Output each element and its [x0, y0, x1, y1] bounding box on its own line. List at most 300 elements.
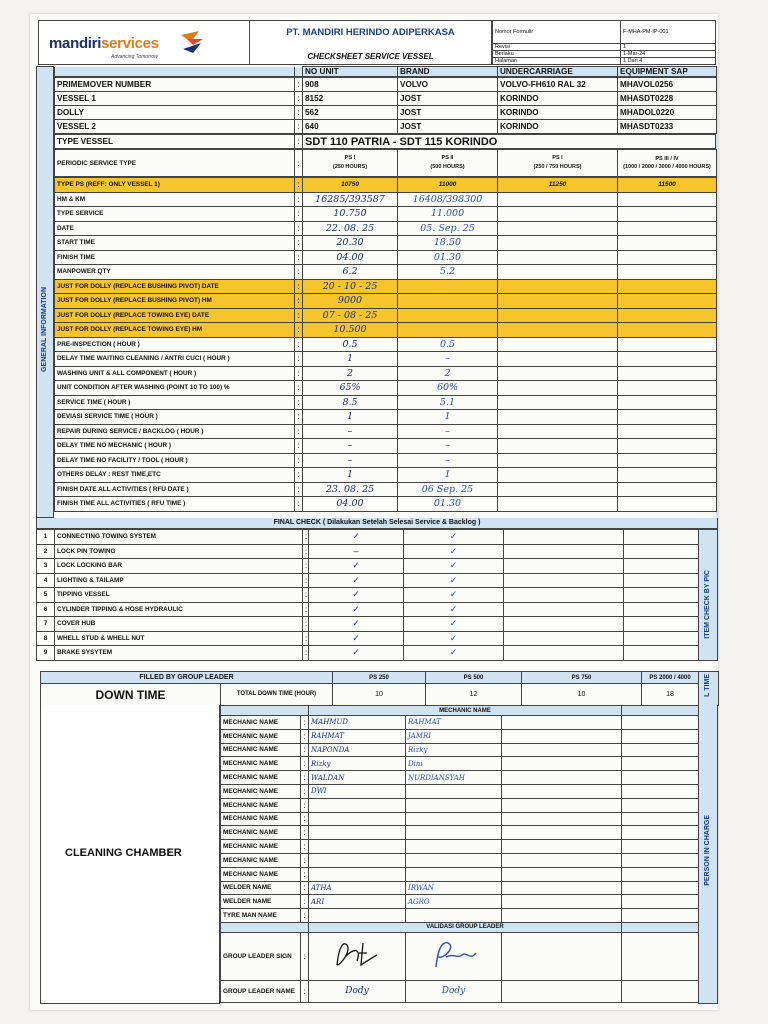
general-value [618, 294, 717, 309]
general-value: 01.30 [398, 497, 498, 512]
empty-check [504, 588, 624, 603]
general-row [55, 308, 717, 323]
item-label: LOCK PIN TOWING [55, 544, 303, 559]
check-mark-icon: ✓ [404, 588, 504, 603]
general-value: 06 Sep. 25 [398, 482, 498, 497]
colon: : [295, 279, 303, 294]
unit-label: VESSEL 1 [55, 92, 295, 106]
general-value: – [398, 453, 498, 468]
group-section [40, 671, 718, 706]
personnel-label: MECHANIC NAME [221, 757, 301, 771]
item-number: 2 [37, 544, 55, 559]
personnel-row [221, 881, 699, 895]
col-undercarriage: UNDERCARRIAGE [498, 67, 618, 77]
general-value [498, 265, 618, 280]
check-mark-icon: ✓ [309, 588, 404, 603]
total-ps-2000-4000: 18 [642, 684, 699, 706]
general-value: 5.1 [398, 395, 498, 410]
general-value: 10.750 [303, 207, 398, 222]
group-leader-name-d [622, 980, 699, 1002]
item-number: 8 [37, 631, 55, 646]
item-number: 5 [37, 588, 55, 603]
general-value [618, 236, 717, 251]
personnel-label: WELDER NAME [221, 895, 301, 909]
unit-undercarriage: KORINDO [498, 120, 618, 134]
colon: : [295, 92, 303, 106]
check-mark-icon: ✓ [309, 530, 404, 545]
colon: : [301, 826, 309, 840]
validasi-group-leader: VALIDASI GROUP LEADER [309, 922, 622, 932]
general-value: 22. 08. 25 [303, 221, 398, 236]
general-value: 18.50 [398, 236, 498, 251]
item-label: LIGHTING & TAILAMP [55, 573, 303, 588]
general-value: 9000 [303, 294, 398, 309]
mechanic-head-blank [221, 706, 309, 716]
validasi-blank [221, 922, 309, 932]
colon: : [301, 895, 309, 909]
mechanic-head-blank [622, 706, 699, 716]
personnel-row [221, 909, 699, 923]
general-row [55, 482, 717, 497]
units-list [54, 77, 717, 134]
colon: : [295, 482, 303, 497]
item-number: 9 [37, 646, 55, 661]
personnel-name-a [309, 909, 406, 923]
colon: : [295, 395, 303, 410]
personnel-name-b [406, 909, 502, 923]
general-value: 10750 [303, 178, 398, 193]
personnel-name-a: ARI [309, 895, 406, 909]
general-value [618, 250, 717, 265]
general-value [618, 482, 717, 497]
logo-services: services [101, 35, 159, 52]
general-value [618, 337, 717, 352]
empty-check [624, 544, 699, 559]
meta-label: Nomor Formulir [493, 21, 621, 44]
colon: : [295, 337, 303, 352]
personnel-name-a [309, 867, 406, 881]
general-value: 1 [398, 468, 498, 483]
group-leader-name-a: Dody [309, 980, 406, 1002]
final-check-table [36, 529, 719, 661]
general-value [618, 453, 717, 468]
unit-no: 562 [303, 106, 398, 120]
general-value: 20 - 10 - 25 [303, 279, 398, 294]
colon: : [295, 265, 303, 280]
final-check-row [37, 617, 719, 632]
cleaning-chamber-label: CLEANING CHAMBER [65, 847, 182, 859]
company-name: PT. MANDIRI HERINDO ADIPERKASA [286, 27, 455, 38]
personnel-name-a [309, 840, 406, 854]
personnel-name-b [406, 798, 502, 812]
general-row [55, 381, 717, 396]
general-value: 23. 08. 25 [303, 482, 398, 497]
general-value [498, 453, 618, 468]
personnel-empty [622, 757, 699, 771]
col-equipment-sap: EQUIPMENT SAP [618, 67, 717, 77]
general-value [498, 424, 618, 439]
colon: : [303, 588, 309, 603]
colon: : [295, 221, 303, 236]
unit-no: 640 [303, 120, 398, 134]
unit-equipment-sap: MHADOL0220 [618, 106, 717, 120]
colon: : [295, 468, 303, 483]
personnel-label: MECHANIC NAME [221, 716, 301, 730]
colon: : [303, 602, 309, 617]
personnel-name-b [406, 784, 502, 798]
personnel-name-a [309, 812, 406, 826]
down-time-table [40, 671, 719, 706]
general-row-label: SERVICE TIME ( HOUR ) [55, 395, 295, 410]
logo-mark-icon [179, 29, 205, 60]
group-leader-name-c [502, 980, 622, 1002]
type-vessel-label: TYPE VESSEL [55, 135, 295, 149]
general-row [55, 294, 717, 309]
general-row [55, 221, 717, 236]
final-check-row [37, 573, 719, 588]
group-leader-name-label: GROUP LEADER NAME [221, 980, 301, 1002]
check-mark-icon: ✓ [404, 544, 504, 559]
general-value: – [303, 424, 398, 439]
personnel-row [221, 784, 699, 798]
general-value: 11.000 [398, 207, 498, 222]
general-row [55, 178, 717, 193]
general-value: 20.30 [303, 236, 398, 251]
final-check-row [37, 559, 719, 574]
empty-check [624, 588, 699, 603]
col-ps-750: PS 750 [522, 672, 642, 684]
unit-row [55, 92, 717, 106]
colon: : [295, 294, 303, 309]
personnel-name-b [406, 840, 502, 854]
meta-value: F-MHA-PM-IP-001 [621, 21, 716, 44]
unit-undercarriage: KORINDO [498, 92, 618, 106]
service-type-table [54, 149, 717, 177]
check-mark-icon: – [309, 544, 404, 559]
colon: : [295, 366, 303, 381]
personnel-name-a: DWI [309, 784, 406, 798]
personnel-name-a: RAHMAT [309, 729, 406, 743]
down-time-label: DOWN TIME [41, 684, 221, 706]
general-side [36, 66, 54, 518]
general-row [55, 395, 717, 410]
colon: : [295, 439, 303, 454]
general-value [498, 410, 618, 425]
colon: : [301, 784, 309, 798]
general-row [55, 250, 717, 265]
personnel-empty [502, 826, 622, 840]
personnel-name-b [406, 812, 502, 826]
personnel-name-b [406, 867, 502, 881]
col-ps-2000-4000: PS 2000 / 4000 [642, 672, 699, 684]
group-leader-sign-label: GROUP LEADER SIGN [221, 932, 301, 980]
final-check-section [36, 518, 718, 661]
general-value [618, 439, 717, 454]
general-row [55, 468, 717, 483]
colon: : [301, 867, 309, 881]
personnel-empty [622, 743, 699, 757]
personnel-name-b: IRWAN [406, 881, 502, 895]
check-mark-icon: ✓ [309, 631, 404, 646]
personnel-name-b: Rizky [406, 743, 502, 757]
personnel-row [221, 826, 699, 840]
item-label: WHELL STUD & WHELL NUT [55, 631, 303, 646]
personnel-empty [622, 798, 699, 812]
colon: : [295, 178, 303, 193]
personnel-row [221, 840, 699, 854]
item-number: 6 [37, 602, 55, 617]
personnel-row [221, 853, 699, 867]
group-leader-signature-b [406, 932, 502, 980]
final-check-row [37, 631, 719, 646]
general-value: 0.5 [398, 337, 498, 352]
check-mark-icon: ✓ [309, 573, 404, 588]
personnel-name-b: NURDIANSYAH [406, 771, 502, 785]
unit-label: DOLLY [55, 106, 295, 120]
group-leader-signature-d [622, 932, 699, 980]
empty-check [624, 631, 699, 646]
general-row-label: DEVIASI SERVICE TIME ( HOUR ) [55, 410, 295, 425]
general-value: 11250 [498, 178, 618, 193]
periodic-service-type-label: PERIODIC SERVICE TYPE [55, 150, 295, 177]
item-label: CONNECTING TOWING SYSTEM [55, 530, 303, 545]
check-mark-icon: ✓ [309, 559, 404, 574]
colon: : [303, 530, 309, 545]
empty-check [624, 559, 699, 574]
document-title: CHECKSHEET SERVICE VESSEL [307, 52, 434, 61]
general-value [618, 381, 717, 396]
unit-undercarriage: VOLVO-FH610 RAL 32 [498, 78, 618, 92]
personnel-name-a [309, 826, 406, 840]
colon: : [303, 573, 309, 588]
colon: : [295, 323, 303, 338]
general-value [498, 497, 618, 512]
colon: : [295, 352, 303, 367]
general-value [618, 207, 717, 222]
personnel-empty [622, 826, 699, 840]
personnel-row [221, 757, 699, 771]
person-in-charge-side [698, 705, 718, 1004]
personnel-empty [502, 909, 622, 923]
personnel-name-b [406, 826, 502, 840]
general-row [55, 192, 717, 207]
general-value [498, 250, 618, 265]
personnel-name-a: ATHA [309, 881, 406, 895]
personnel-empty [502, 729, 622, 743]
general-row [55, 265, 717, 280]
group-leader-name-b: Dody [406, 980, 502, 1002]
colon: : [295, 424, 303, 439]
general-row-label: DELAY TIME NO FACILITY / TOOL ( HOUR ) [55, 453, 295, 468]
check-mark-icon: ✓ [404, 631, 504, 646]
colon: : [295, 78, 303, 92]
personnel-label: MECHANIC NAME [221, 840, 301, 854]
group-leader-signature-c [502, 932, 622, 980]
personnel-label: MECHANIC NAME [221, 826, 301, 840]
general-value [618, 395, 717, 410]
empty-check [504, 573, 624, 588]
personnel-empty [502, 867, 622, 881]
personnel-empty [622, 716, 699, 730]
check-mark-icon: ✓ [404, 602, 504, 617]
general-value [618, 424, 717, 439]
colon: : [295, 150, 303, 177]
general-row-label: WASHING UNIT & ALL COMPONENT ( HOUR ) [55, 366, 295, 381]
colon: : [295, 453, 303, 468]
unit-equipment-sap: MHASDT0228 [618, 92, 717, 106]
personnel-empty [622, 771, 699, 785]
general-value [618, 366, 717, 381]
unit-equipment-sap: MHASDT0233 [618, 120, 717, 134]
general-row-label: FINISH DATE ALL ACTIVITIES ( RFU DATE ) [55, 482, 295, 497]
colon: : [303, 617, 309, 632]
unit-brand: JOST [398, 106, 498, 120]
empty-check [504, 617, 624, 632]
general-value: 04.00 [303, 250, 398, 265]
empty-check [504, 559, 624, 574]
personnel-label: TYRE MAN NAME [221, 909, 301, 923]
unit-no: 8152 [303, 92, 398, 106]
general-value: 11500 [618, 178, 717, 193]
colon: : [295, 135, 303, 149]
general-value: 16408/398300 [398, 192, 498, 207]
colon: : [301, 909, 309, 923]
check-mark-icon: ✓ [309, 646, 404, 661]
personnel-row [221, 895, 699, 909]
final-check-row [37, 646, 719, 661]
colon: : [295, 106, 303, 120]
ps-col-1: PS I (250 HOURS) [303, 150, 398, 177]
personnel-label: MECHANIC NAME [221, 853, 301, 867]
general-value [618, 410, 717, 425]
colon: : [295, 410, 303, 425]
ps-col-4: PS III / IV (1000 / 2000 / 3000 / 4000 HOURS) [618, 150, 717, 177]
unit-undercarriage: KORINDO [498, 106, 618, 120]
empty-check [624, 530, 699, 545]
general-value: – [398, 424, 498, 439]
col-brand: BRAND [398, 67, 498, 77]
check-mark-icon: ✓ [404, 646, 504, 661]
general-value [498, 279, 618, 294]
general-row [55, 352, 717, 367]
personnel-empty [622, 867, 699, 881]
empty-check [624, 617, 699, 632]
personnel-row [221, 771, 699, 785]
general-row-label: TYPE PS (REFF: ONLY VESSEL 1) [55, 178, 295, 193]
general-value: 10.500 [303, 323, 398, 338]
colon: : [303, 631, 309, 646]
general-value: – [398, 352, 498, 367]
total-ps-250: 10 [333, 684, 426, 706]
personnel-empty [502, 716, 622, 730]
colon: : [303, 559, 309, 574]
general-information-label: GENERAL INFORMATION [41, 287, 48, 372]
ps-col-3: PS I (250 / 750 HOURS) [498, 150, 618, 177]
form-meta-table [492, 20, 716, 65]
check-mark-icon: ✓ [404, 559, 504, 574]
general-row [55, 410, 717, 425]
logo-tagline: Advancing Tomorrow [111, 54, 158, 60]
general-row-label: JUST FOR DOLLY (REPLACE BUSHING PIVOT) DATE [55, 279, 295, 294]
general-value: 04.00 [303, 497, 398, 512]
check-mark-icon: ✓ [404, 530, 504, 545]
empty-check [624, 646, 699, 661]
ps-col-2: PS II (500 HOURS) [398, 150, 498, 177]
general-value [618, 497, 717, 512]
col-no-unit: NO UNIT [303, 67, 398, 77]
unit-label: PRIMEMOVER NUMBER [55, 78, 295, 92]
personnel-empty [502, 853, 622, 867]
general-value: 16285/393587 [303, 192, 398, 207]
col-ps-250: PS 250 [333, 672, 426, 684]
general-value: – [398, 439, 498, 454]
final-check-row [37, 530, 719, 545]
personnel-empty [622, 895, 699, 909]
general-row [55, 424, 717, 439]
total-ps-750: 10 [522, 684, 642, 706]
colon: : [301, 798, 309, 812]
item-label: LOCK LOCKING BAR [55, 559, 303, 574]
colon: : [301, 771, 309, 785]
personnel-empty [622, 853, 699, 867]
personnel-label: MECHANIC NAME [221, 784, 301, 798]
empty-check [504, 631, 624, 646]
final-check-row [37, 544, 719, 559]
filled-by-group-leader: FILLED BY GROUP LEADER [41, 672, 333, 684]
final-check-row [37, 602, 719, 617]
colon: : [301, 729, 309, 743]
general-value: 6.2 [303, 265, 398, 280]
colon: : [295, 250, 303, 265]
colon: : [301, 980, 309, 1002]
personnel-name-a: NAPONDA [309, 743, 406, 757]
colon: : [301, 743, 309, 757]
general-value: – [303, 439, 398, 454]
title-box [250, 20, 492, 65]
general-value [498, 236, 618, 251]
general-value [398, 294, 498, 309]
general-value: – [303, 453, 398, 468]
empty-check [624, 602, 699, 617]
colon: : [295, 192, 303, 207]
meta-value: 1 Dari 4 [621, 58, 716, 65]
check-mark-icon: ✓ [309, 617, 404, 632]
general-value [398, 323, 498, 338]
general-value [498, 439, 618, 454]
general-row-label: DELAY TIME NO MECHANIC ( HOUR ) [55, 439, 295, 454]
general-value: 01.30 [398, 250, 498, 265]
colon: : [301, 932, 309, 980]
final-check-title: FINAL CHECK ( Dilakukan Setelah Selesai Service & Backlog ) [36, 518, 718, 529]
check-mark-icon: ✓ [309, 602, 404, 617]
general-value [618, 265, 717, 280]
final-check-row [37, 588, 719, 603]
general-value [618, 221, 717, 236]
item-label: CYLINDER TIPPING & HOSE HYDRAULIC [55, 602, 303, 617]
general-value: 60% [398, 381, 498, 396]
unit-section [54, 66, 716, 512]
mechanic-name-header: MECHANIC NAME [309, 706, 622, 716]
general-value: 65% [303, 381, 398, 396]
general-row-label: JUST FOR DOLLY (REPLACE TOWING EYE) DATE [55, 308, 295, 323]
general-row [55, 453, 717, 468]
personnel-empty [622, 729, 699, 743]
col-ps-500: PS 500 [426, 672, 522, 684]
colon: : [295, 236, 303, 251]
mechanic-table [220, 705, 699, 1003]
item-number: 7 [37, 617, 55, 632]
colon: : [301, 881, 309, 895]
